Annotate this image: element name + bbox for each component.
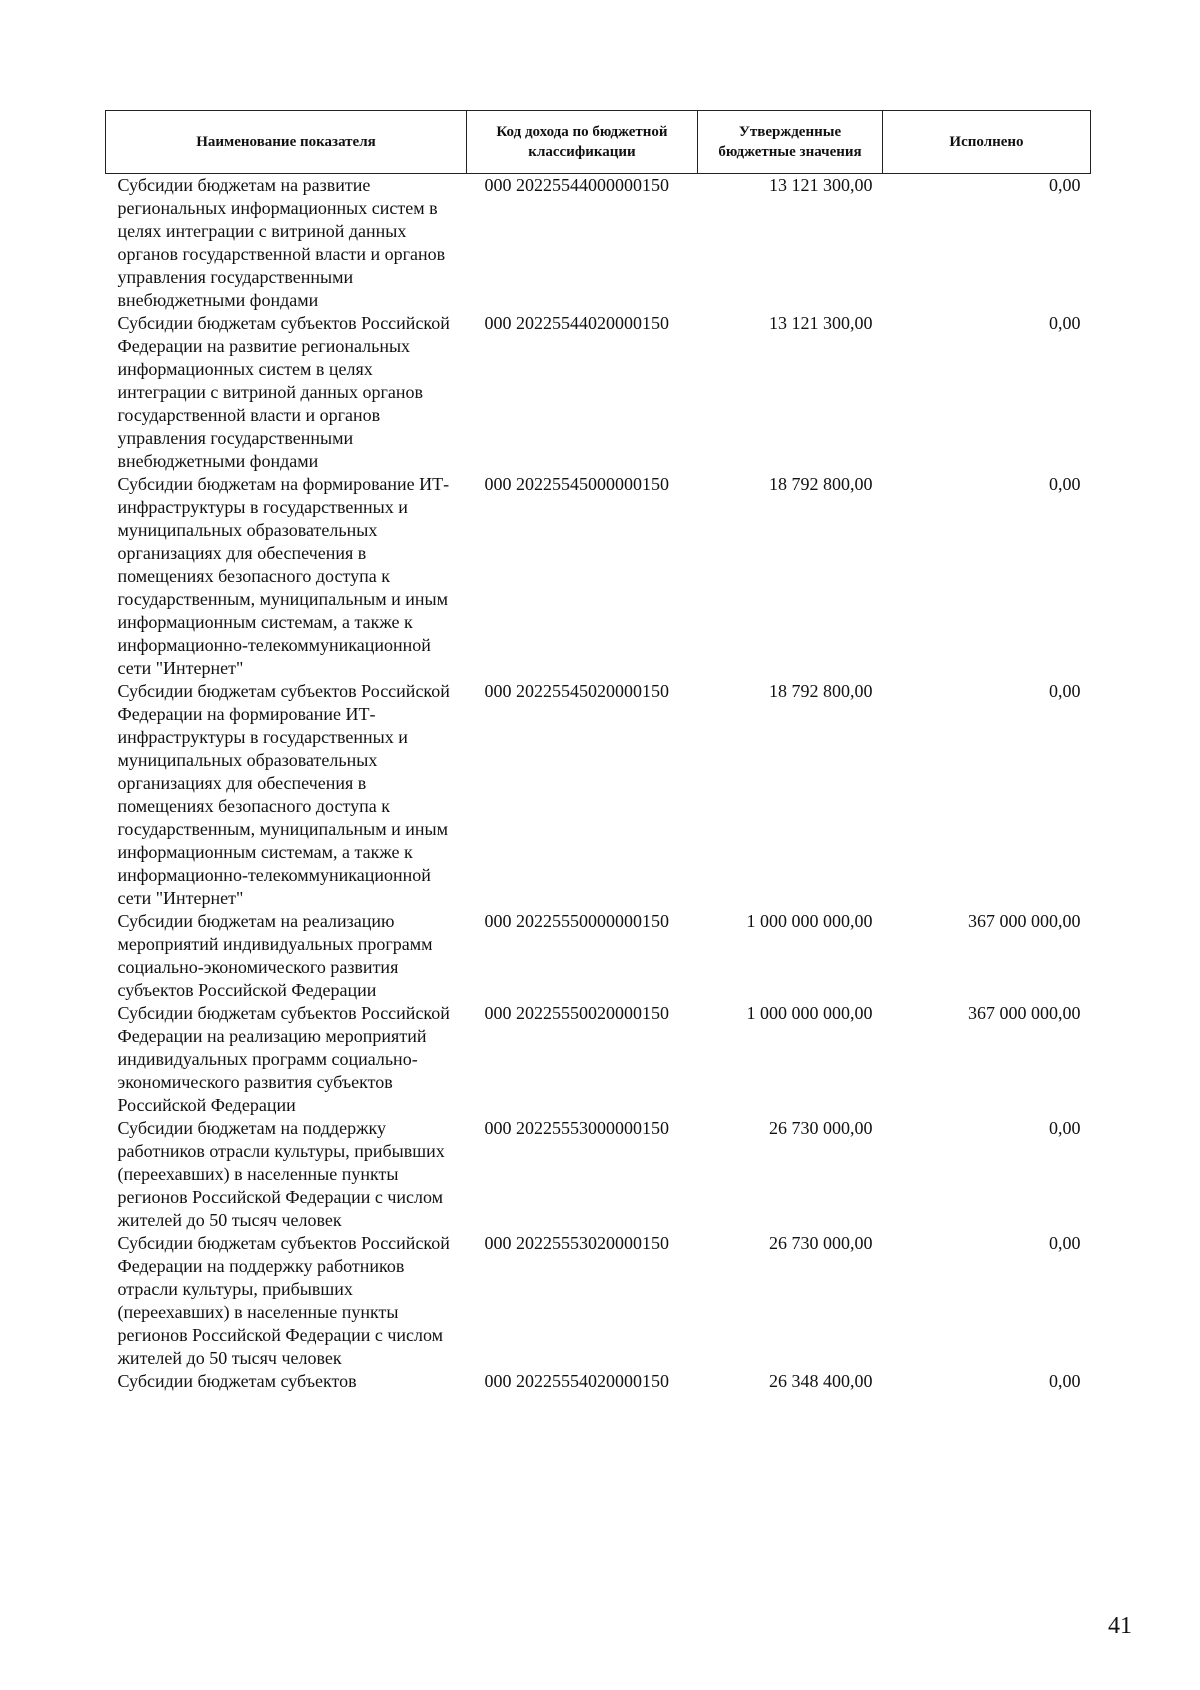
table-row — [106, 910, 1091, 1002]
row-approved: 26 348 400,00 — [769, 1371, 873, 1391]
header-executed: Исполнено — [883, 111, 1091, 174]
row-code: 000 20225554020000150 — [484, 1371, 669, 1391]
row-approved: 18 792 800,00 — [769, 681, 873, 701]
row-name: Субсидии бюджетам субъектов Российской Федерации на поддержку работников отрасли культуры, прибывших (переехавших) в населенные пункты регионов Российской Федерации с числом жителей до 50 тысяч человек — [117, 1233, 450, 1368]
row-name: Субсидии бюджетам на поддержку работников отрасли культуры, прибывших (переехавших) в населенные пункты регионов Российской Федерации с числом жителей до 50 тысяч человек — [117, 1118, 445, 1230]
row-code: 000 20225550000000150 — [484, 911, 669, 931]
table-row — [106, 473, 1091, 680]
row-approved: 13 121 300,00 — [769, 175, 873, 195]
row-approved: 26 730 000,00 — [769, 1233, 873, 1253]
row-executed: 0,00 — [1049, 681, 1081, 701]
header-approved: Утвержденные бюджетные значения — [698, 111, 883, 174]
table-row — [106, 312, 1091, 473]
table-row — [106, 1232, 1091, 1370]
row-name: Субсидии бюджетам субъектов Российской Федерации на развитие региональных информационных систем в целях интеграции с витриной данных органов государственной власти и органов управления государственными внебюджетными фондами — [117, 313, 450, 471]
row-approved: 13 121 300,00 — [769, 313, 873, 333]
row-approved: 1 000 000 000,00 — [746, 911, 873, 931]
row-code: 000 20225553020000150 — [484, 1233, 669, 1253]
row-name: Субсидии бюджетам субъектов Российской Федерации на формирование ИТ-инфраструктуры в государственных и муниципальных образовательных организациях для обеспечения в помещениях безопасного доступа к государственным, муниципальным и иным информационным системам, а также к информационно-телекоммуникационной сети "Интернет" — [117, 681, 450, 908]
row-executed: 367 000 000,00 — [968, 1003, 1081, 1023]
row-code: 000 20225550020000150 — [484, 1003, 669, 1023]
header-code: Код дохода по бюджетной классификации — [467, 111, 698, 174]
row-executed: 0,00 — [1049, 1233, 1081, 1253]
row-approved: 18 792 800,00 — [769, 474, 873, 494]
page-number: 41 — [1108, 1613, 1132, 1639]
table-row — [106, 174, 1091, 313]
table-row — [106, 1117, 1091, 1232]
row-name: Субсидии бюджетам субъектов — [117, 1371, 357, 1391]
row-executed: 0,00 — [1049, 1118, 1081, 1138]
row-name: Субсидии бюджетам на формирование ИТ-инфраструктуры в государственных и муниципальных образовательных организациях для обеспечения в помещениях безопасного доступа к государственным, муниципальным и иным информационным системам, а также к информационно-телекоммуникационной сети "Интернет" — [117, 474, 450, 678]
table-row — [106, 1002, 1091, 1117]
row-code: 000 20225545000000150 — [484, 474, 669, 494]
table-body — [106, 174, 1091, 1394]
row-executed: 0,00 — [1049, 313, 1081, 333]
table-row — [106, 680, 1091, 910]
row-approved: 26 730 000,00 — [769, 1118, 873, 1138]
table-row — [106, 1370, 1091, 1393]
row-executed: 0,00 — [1049, 474, 1081, 494]
row-code: 000 20225553000000150 — [484, 1118, 669, 1138]
row-code: 000 20225544000000150 — [484, 175, 669, 195]
row-executed: 0,00 — [1049, 1371, 1081, 1391]
row-name: Субсидии бюджетам на реализацию мероприятий индивидуальных программ социально-экономического развития субъектов Российской Федерации — [117, 911, 433, 1000]
row-approved: 1 000 000 000,00 — [746, 1003, 873, 1023]
row-name: Субсидии бюджетам на развитие региональных информационных систем в целях интеграции с витриной данных органов государственной власти и органов управления государственными внебюджетными фондами — [117, 175, 446, 310]
budget-table — [105, 110, 1091, 1393]
row-code: 000 20225545020000150 — [484, 681, 669, 701]
row-code: 000 20225544020000150 — [484, 313, 669, 333]
row-name: Субсидии бюджетам субъектов Российской Федерации на реализацию мероприятий индивидуальных программ социально-экономического развития субъектов Российской Федерации — [117, 1003, 450, 1115]
row-executed: 367 000 000,00 — [968, 911, 1081, 931]
table-header — [106, 111, 1091, 174]
header-name: Наименование показателя — [106, 111, 467, 174]
row-executed: 0,00 — [1049, 175, 1081, 195]
